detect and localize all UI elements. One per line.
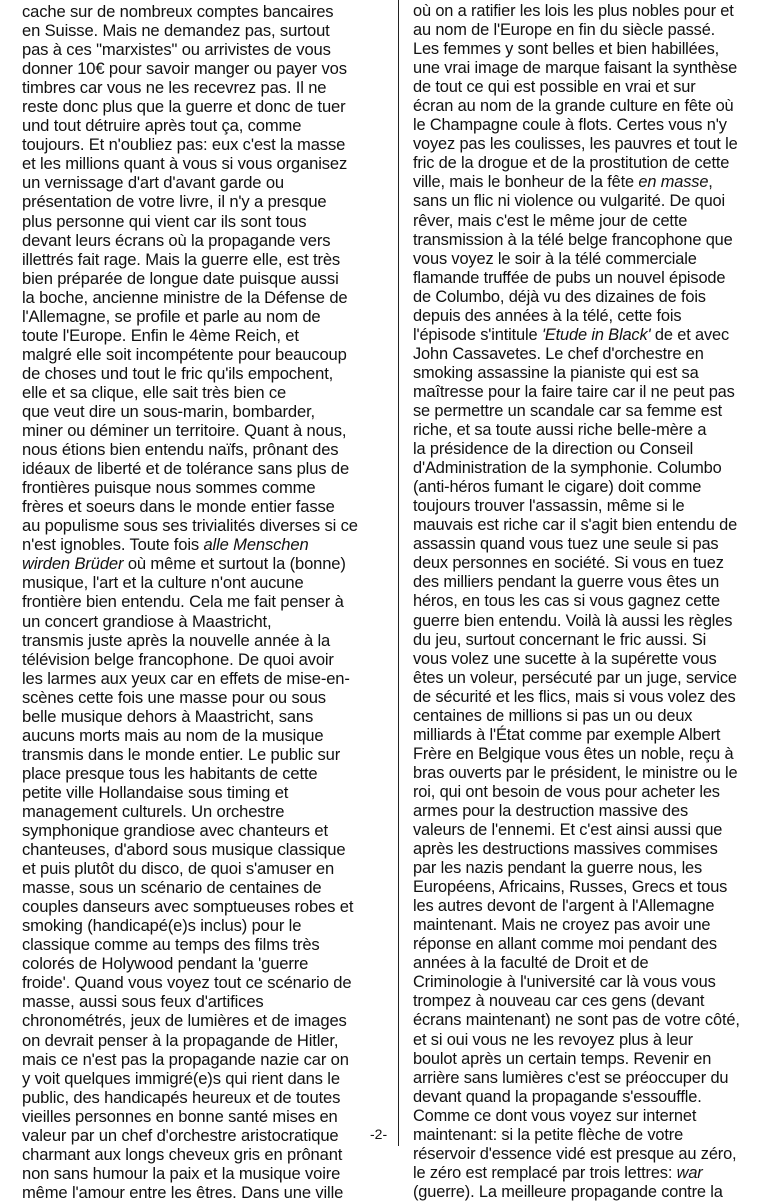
text-line (413, 459, 751, 478)
text-segment: mauvais est riche car il s'agit bien entendu de (413, 516, 738, 535)
text-segment: de Columbo, déjà vu des dizaines de fois (413, 287, 706, 306)
text-line (413, 116, 751, 135)
text-line (22, 1031, 368, 1050)
text-line (22, 345, 368, 364)
text-line (22, 802, 368, 821)
text-segment: sans un flic ni violence ou vulgarité. De quoi (413, 192, 725, 211)
text-line (22, 59, 368, 78)
text-line (22, 212, 368, 231)
text-segment: en Suisse. Mais ne demandez pas, surtout (22, 21, 330, 41)
text-segment: d'Administration de la symphonie. Columbo (413, 459, 722, 478)
text-line (22, 554, 368, 573)
text-line (413, 364, 751, 383)
text-line (22, 173, 368, 192)
text-line (413, 250, 751, 269)
text-segment: Frère en Belgique vous êtes un noble, reçu à (413, 744, 734, 763)
text-line (22, 497, 368, 516)
text-line (22, 135, 368, 154)
text-segment: malgré elle soit incompétente pour beaucoup (22, 344, 347, 364)
text-segment: idéaux de liberté et de tolérance sans plus de (22, 459, 350, 479)
text-segment: management culturels. Un orchestre (22, 801, 285, 821)
text-segment: rêver, mais c'est le même jour de cette (413, 211, 688, 230)
text-segment: musique, l'art et la culture n'ont aucune (22, 573, 304, 593)
text-segment: smoking (handicapé(e)s inclus) pour le (22, 916, 302, 936)
text-line (413, 1031, 751, 1050)
text-segment: réservoir d'essence vidé est presque au zéro, (413, 1144, 737, 1163)
text-segment: et si oui vous ne les revoyez plus à leur (413, 1030, 693, 1049)
text-segment: l'épisode s'intitule (413, 325, 542, 344)
text-segment: John Cassavetes. Le chef d'orchestre en (413, 344, 704, 363)
text-line (413, 21, 751, 40)
text-segment: public, des handicapés heureux et de toutes (22, 1087, 341, 1107)
text-segment: und tout détruire après tout ça, comme (22, 116, 302, 136)
text-line (22, 231, 368, 250)
text-line (413, 916, 751, 935)
text-segment: y voit quelques immigré(e)s qui rient dans le (22, 1068, 340, 1088)
text-line (22, 592, 368, 611)
text-segment: le zéro est remplacé par trois lettres: (413, 1163, 677, 1182)
text-line (22, 364, 368, 383)
text-line (22, 459, 368, 478)
text-line (22, 897, 368, 916)
text-line (22, 535, 368, 554)
text-line (413, 897, 751, 916)
text-line (413, 592, 751, 611)
text-segment: Criminologie à l'université car là vous vous (413, 973, 716, 992)
text-line (22, 440, 368, 459)
text-line (413, 440, 751, 459)
text-segment: pas à ces "marxistes" ou arrivistes de vous (22, 40, 331, 60)
text-line (22, 707, 368, 726)
text-segment: ville, mais le bonheur de la fête (413, 173, 639, 192)
text-line (413, 192, 751, 211)
text-segment: l'Allemagne, se profile et parle au nom de (22, 306, 321, 326)
text-segment: assassin quand vous tuez une seule si pas (413, 535, 719, 554)
text-segment: colorés de Holywood pendant la 'guerre (22, 954, 309, 974)
text-line (22, 631, 368, 650)
text-segment: scènes cette fois une masse pour ou sous (22, 687, 326, 707)
text-segment: la boche, ancienne ministre de la Défense de (22, 287, 348, 307)
text-segment: télévision belge francophone. De quoi avoir (22, 649, 334, 669)
text-line (413, 1164, 751, 1183)
text-line (413, 707, 751, 726)
text-line (413, 40, 751, 59)
text-line (413, 345, 751, 364)
text-line (413, 726, 751, 745)
text-line (413, 78, 751, 97)
text-segment: chanteuses, d'abord sous musique classique (22, 840, 346, 860)
text-line (22, 1126, 368, 1145)
text-segment: héros, en tous les cas si vous gagnez cette (413, 592, 720, 611)
text-line (22, 154, 368, 173)
text-line (22, 1069, 368, 1088)
text-segment: où même et surtout la (bonne) (123, 554, 346, 574)
right-column (413, 2, 751, 1202)
text-segment: une vrai image de marque faisant la synthèse (413, 59, 738, 78)
text-segment: plus personne qui vient car ils sont tous (22, 211, 307, 231)
italic-text: war (676, 1163, 703, 1182)
text-line (413, 516, 751, 535)
text-segment: bien préparée de longue date puisque aussi (22, 268, 339, 288)
text-line (413, 573, 751, 592)
text-line (413, 669, 751, 688)
text-line (22, 840, 368, 859)
text-segment: smoking assassine la pianiste qui est sa (413, 363, 699, 382)
text-segment: timbres car vous ne les recevrez pas. Il ne (22, 78, 327, 98)
text-line (22, 97, 368, 116)
text-line (413, 269, 751, 288)
text-segment: on devrait penser à la propagande de Hitler, (22, 1030, 339, 1050)
text-line (413, 1183, 751, 1202)
text-segment: frontière bien entendu. Cela me fait penser à (22, 592, 344, 612)
left-column (22, 2, 368, 1202)
text-segment: froide'. Quand vous voyez tout ce scénario de (22, 973, 352, 993)
text-line (22, 973, 368, 992)
text-segment: maintenant. Mais ne croyez pas avoir une (413, 916, 711, 935)
text-segment: transmission à la télé belge francophone que (413, 230, 733, 249)
text-line (22, 288, 368, 307)
text-segment: (guerre). La meilleure propagande contre la (413, 1182, 723, 1201)
text-line (413, 745, 751, 764)
text-segment: arrière sans lumières c'est se préoccuper du (413, 1068, 729, 1087)
text-segment: que veut dire un sous-marin, bombarder, (22, 401, 315, 421)
text-segment: valeur par un chef d'orchestre aristocratique (22, 1125, 339, 1145)
text-line (413, 1069, 751, 1088)
text-line (413, 612, 751, 631)
text-line (413, 497, 751, 516)
text-segment: centaines de millions si pas un ou deux (413, 706, 693, 725)
text-line (413, 688, 751, 707)
text-segment: maintenant: si la petite flèche de votre (413, 1125, 684, 1144)
text-line (22, 935, 368, 954)
text-segment: du jeu, surtout concernant le fric aussi. Si (413, 630, 707, 649)
text-segment: nous étions bien entendu naïfs, prônant des (22, 440, 339, 460)
text-segment: devant leurs écrans où la propagande vers (22, 230, 331, 250)
text-segment: êtes un voleur, persécuté par un juge, service (413, 668, 737, 687)
text-segment: roi, qui ont besoin de vous pour acheter les (413, 782, 720, 801)
text-line (22, 78, 368, 97)
text-segment: masse, sous un scénario de centaines de (22, 878, 322, 898)
text-line (22, 916, 368, 935)
text-segment: toujours. Et n'oubliez pas: eux c'est la masse (22, 135, 346, 155)
text-segment: au populisme sous ses trivialités diverses si ce (22, 516, 358, 536)
text-segment: cache sur de nombreux comptes bancaires (22, 2, 334, 21)
italic-text: wirden Brüder (22, 554, 124, 574)
text-segment: après les destructions massives commises (413, 840, 718, 859)
text-segment: vous volez une sucette à la supérette vous (413, 649, 717, 668)
text-segment: frères et soeurs dans le monde entier fasse (22, 497, 335, 517)
text-line (22, 954, 368, 973)
text-segment: un vernissage d'art d'avant garde ou (22, 173, 285, 193)
text-segment: guerre bien entendu. Voilà là aussi les règles (413, 611, 733, 630)
text-segment: mais ce n'est pas la propagande nazie car on (22, 1049, 349, 1069)
text-line (22, 878, 368, 897)
text-line (22, 250, 368, 269)
text-line (413, 954, 751, 973)
text-segment: réponse en allant comme moi pendant des (413, 935, 717, 954)
text-line (22, 1164, 368, 1183)
text-segment: les larmes aux yeux car en effets de mise-en- (22, 668, 350, 688)
text-line (413, 631, 751, 650)
text-segment: les autres devont de l'argent à l'Allemagne (413, 897, 715, 916)
italic-text: alle Menschen (203, 535, 309, 555)
text-segment: boulot après un certain temps. Revenir en (413, 1049, 712, 1068)
text-line (22, 402, 368, 421)
text-line (22, 669, 368, 688)
text-line (22, 478, 368, 497)
text-segment: armes pour la destruction massive des (413, 801, 689, 820)
text-segment: de tout ce qui est possible en vrai et sur (413, 78, 696, 97)
text-line (413, 554, 751, 573)
text-segment: petite ville Hollandaise sous timing et (22, 782, 289, 802)
text-segment: valeurs de l'ennemi. Et c'est ainsi aussi que (413, 821, 723, 840)
text-line (22, 859, 368, 878)
text-line (413, 383, 751, 402)
text-segment: aucuns morts mais au nom de la musique (22, 725, 324, 745)
text-line (22, 726, 368, 745)
text-segment: frontières puisque nous sommes comme (22, 478, 316, 498)
text-segment: (anti-héros fumant le cigare) doit comme (413, 478, 702, 497)
text-line (413, 1145, 751, 1164)
text-segment: la présidence de la direction ou Conseil (413, 440, 694, 459)
italic-text: en masse (638, 173, 709, 192)
text-line (22, 1050, 368, 1069)
text-line (413, 97, 751, 116)
text-segment: vieilles personnes en bonne santé mises en (22, 1106, 338, 1126)
text-segment: devant quand la propagande s'essouffle. (413, 1087, 702, 1106)
text-segment: couples danseurs avec somptueuses robes et (22, 897, 354, 917)
page-number: -2- (370, 1126, 388, 1142)
text-line (413, 231, 751, 250)
text-line (22, 21, 368, 40)
text-line (413, 402, 751, 421)
text-segment: fric de la drogue et de la prostitution de cette (413, 154, 730, 173)
text-segment: milliards à l'État comme par exemple Albert (413, 725, 721, 744)
text-line (413, 212, 751, 231)
text-segment: se permettre un scandale car sa femme est (413, 401, 723, 420)
text-line (413, 840, 751, 859)
text-segment: et puis plutôt du disco, de quoi s'amuser en (22, 859, 335, 879)
text-line (413, 935, 751, 954)
text-line (22, 421, 368, 440)
italic-text: 'Etude in Black' (541, 325, 651, 344)
text-segment: même l'amour entre les êtres. Dans une ville (22, 1182, 344, 1202)
text-line (22, 688, 368, 707)
text-line (22, 992, 368, 1011)
text-segment: charmant aux longs cheveux gris en prônant (22, 1144, 343, 1164)
text-line (413, 173, 751, 192)
text-segment: où on a ratifier les lois les plus nobles pour et (413, 2, 734, 20)
text-segment: bras ouverts par le président, le ministre ou le (413, 763, 738, 782)
text-line (413, 1050, 751, 1069)
text-line (22, 516, 368, 535)
text-line (22, 192, 368, 211)
text-segment: vous voyez le soir à la télé commerciale (413, 249, 697, 268)
column-divider (398, 0, 399, 1146)
text-segment: trompez à nouveau car ces gens (devant (413, 992, 705, 1011)
text-line (413, 326, 751, 345)
text-line (22, 821, 368, 840)
text-segment: présentation de votre livre, il n'y a presque (22, 192, 327, 212)
text-line (413, 821, 751, 840)
text-segment: toute l'Europe. Enfin le 4ème Reich, et (22, 325, 299, 345)
text-line (413, 878, 751, 897)
text-line (22, 40, 368, 59)
text-line (413, 288, 751, 307)
text-line (22, 1011, 368, 1030)
text-segment: illettrés fait rage. Mais la guerre elle, est très (22, 249, 341, 269)
text-line (22, 1107, 368, 1126)
text-line (413, 535, 751, 554)
text-segment: elle et sa clique, elle sait très bien ce (22, 382, 287, 402)
text-line (413, 1088, 751, 1107)
text-segment: maîtresse pour la faire taire car il ne peut pas (413, 382, 735, 401)
text-segment: écran au nom de la grande culture en fête où (413, 97, 734, 116)
text-segment: riche, et sa toute aussi riche belle-mère a (413, 421, 707, 440)
text-segment: symphonique grandiose avec chanteurs et (22, 821, 328, 841)
text-segment: non sans humour la paix et la musique voire (22, 1163, 341, 1183)
text-segment: Européens, Africains, Russes, Grecs et tous (413, 878, 728, 897)
text-line (22, 783, 368, 802)
text-line (22, 383, 368, 402)
text-line (413, 2, 751, 21)
text-line (22, 764, 368, 783)
text-segment: au nom de l'Europe en fin du siècle passé. (413, 21, 716, 40)
text-segment: toujours trouver l'assassin, même si le (413, 497, 685, 516)
text-line (22, 116, 368, 135)
text-line (413, 1011, 751, 1030)
text-segment: donner 10€ pour savoir manger ou payer vos (22, 59, 347, 79)
text-line (22, 307, 368, 326)
text-segment: chronométrés, jeux de lumières et de images (22, 1011, 347, 1031)
text-segment: un concert grandiose à Maastricht, (22, 611, 272, 631)
text-line (413, 135, 751, 154)
text-segment: , (708, 173, 713, 192)
text-segment: transmis dans le monde entier. Le public sur (22, 744, 341, 764)
text-line (22, 1183, 368, 1202)
text-line (22, 326, 368, 345)
text-segment: Les femmes y sont belles et bien habillées, (413, 40, 720, 59)
text-line (22, 612, 368, 631)
text-segment: années à la faculté de Droit et de (413, 954, 649, 973)
text-line (413, 1126, 751, 1145)
text-line (413, 650, 751, 669)
text-line (22, 745, 368, 764)
text-segment: belle musique dehors à Maastricht, sans (22, 706, 314, 726)
text-line (413, 478, 751, 497)
text-line (22, 1088, 368, 1107)
text-segment: voyez pas les coulisses, les pauvres et tout le (413, 135, 738, 154)
text-line (413, 421, 751, 440)
text-line (413, 154, 751, 173)
text-segment: de et avec (650, 325, 730, 344)
text-line (413, 59, 751, 78)
text-segment: deux personnes en société. Si vous en tuez (413, 554, 724, 573)
text-line (413, 783, 751, 802)
text-line (413, 764, 751, 783)
text-line (413, 859, 751, 878)
text-line (413, 992, 751, 1011)
text-segment: miner ou déminer un territoire. Quant à nous, (22, 421, 347, 441)
text-line (22, 2, 368, 21)
text-segment: reste donc plus que la guerre et donc de tuer (22, 97, 346, 117)
text-segment: flamande truffée de pubs un nouvel épisode (413, 268, 726, 287)
text-segment: par les nazis pendant la guerre nous, les (413, 859, 703, 878)
text-segment: classique comme au temps des films très (22, 935, 320, 955)
text-line (413, 1107, 751, 1126)
text-line (22, 650, 368, 669)
text-line (413, 802, 751, 821)
text-line (413, 307, 751, 326)
text-segment: Comme ce dont vous voyez sur internet (413, 1106, 697, 1125)
text-segment: n'est ignobles. Toute fois (22, 535, 204, 555)
text-segment: place presque tous les habitants de cette (22, 763, 318, 783)
text-line (22, 1145, 368, 1164)
text-segment: le Champagne coule à flots. Certes vous n'y (413, 116, 727, 135)
text-line (22, 269, 368, 288)
text-segment: écrans maintenant) ne sont pas de votre côté, (413, 1011, 740, 1030)
text-line (413, 973, 751, 992)
text-segment: et les millions quant à vous si vous organisez (22, 154, 348, 174)
text-segment: de sécurité et les flics, mais si vous volez des (413, 687, 736, 706)
text-segment: masse, aussi sous feux d'artifices (22, 992, 264, 1012)
text-line (22, 573, 368, 592)
text-segment: depuis des années à la télé, cette fois (413, 306, 682, 325)
text-segment: de choses und tout le fric qu'ils empochent, (22, 363, 334, 383)
text-segment: transmis juste après la nouvelle année à la (22, 630, 331, 650)
text-segment: des milliers pendant la guerre vous êtes un (413, 573, 720, 592)
